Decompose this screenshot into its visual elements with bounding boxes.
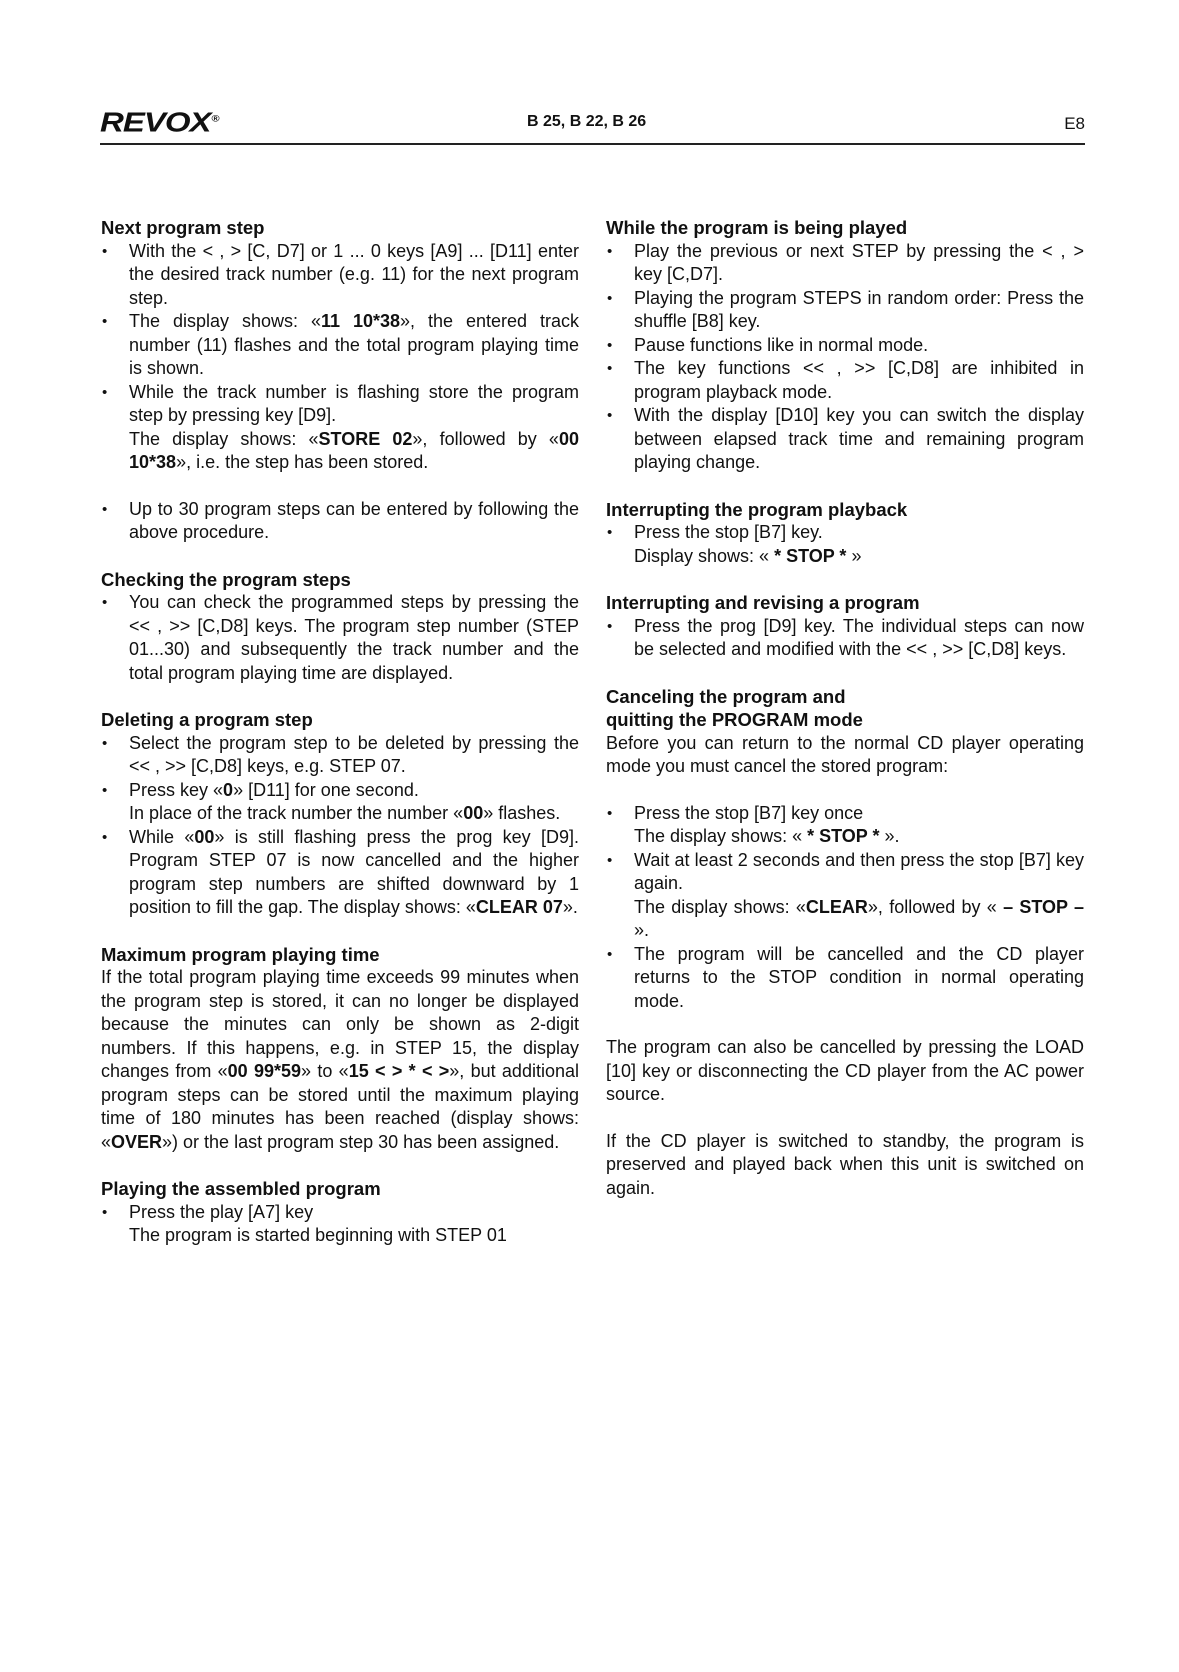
section-heading: Next program step	[101, 217, 265, 238]
section-while-program-played	[606, 216, 1084, 475]
list-item-continuation: The display shows: «STORE 02», followed by «00 10*38», i.e. the step has been stored.	[129, 428, 579, 472]
section-heading-line-2: quitting the PROGRAM mode	[606, 709, 863, 730]
section-canceling-program	[606, 685, 1084, 1014]
page-number: E8	[1064, 114, 1085, 133]
bullet-list	[101, 591, 579, 685]
section-deleting-program-step	[101, 708, 579, 920]
paragraph: If the total program playing time exceeds 99 minutes when the program step is stored, it can no longer be displayed because the minutes can only be shown as 2-digit numbers. If this happens, e.g. in STEP 15, the display changes from «00 99*59» to «15 < > * < >», but additional program steps can be stored until the maximum playing time of 180 minutes has been reached (display shows: «OVER») or the last program step 30 has been assigned.	[101, 967, 579, 1152]
list-item: • Select the program step to be deleted by pressing the << , >> [C,D8] keys, e.g. STEP 07.	[101, 732, 579, 779]
section-heading: Interrupting the program playback	[606, 498, 908, 520]
bullet-list	[606, 802, 1084, 1014]
section-checking-program-steps	[101, 568, 579, 686]
bullet-list	[606, 240, 1084, 475]
list-item: • The program will be cancelled and the CD player returns to the STOP condition in normal operating mode.	[606, 943, 1084, 1014]
model-numbers: B 25, B 22, B 26	[527, 113, 647, 130]
section-heading: Deleting a program step	[101, 709, 313, 730]
revox-logo: REVOX®	[100, 106, 219, 138]
list-item: • You can check the programmed steps by pressing the << , >> [C,D8] keys. The program step number (STEP 01...30) and subsequently the track number and the total program playing time are displayed.	[101, 591, 579, 685]
list-item: • Press key «0» [D11] for one second. In place of the track number the number «00» flashes.	[101, 779, 579, 826]
paragraph: Before you can return to the normal CD player operating mode you must cancel the stored program:	[606, 732, 1084, 776]
section-heading: Checking the program steps	[101, 568, 351, 590]
list-item-continuation: The display shows: « * STOP * ».	[634, 826, 900, 846]
section-heading: Playing the assembled program	[101, 1178, 381, 1199]
registered-mark: ®	[211, 113, 219, 124]
list-item: • Pause functions like in normal mode.	[606, 334, 1084, 358]
section-playing-assembled-program	[101, 1177, 579, 1248]
bullet-list	[101, 1201, 579, 1248]
paragraph-cancel-alternative: The program can also be cancelled by pressing the LOAD [10] key or disconnecting the CD player from the AC power source.	[606, 1037, 1084, 1104]
list-item: • Wait at least 2 seconds and then press the stop [B7] key again. The display shows: «CLEAR», followed by « – STOP – ».	[606, 849, 1084, 943]
section-maximum-playing-time	[101, 943, 579, 1155]
list-item-continuation: The program is started beginning with STEP 01	[129, 1225, 507, 1245]
bullet-list	[101, 732, 579, 920]
list-item: • Press the stop [B7] key. Display shows: « * STOP * »	[606, 521, 1084, 568]
right-column	[606, 216, 1084, 1200]
section-interrupting-playback	[606, 498, 1084, 569]
list-item: • While the track number is flashing store the program step by pressing key [D9]. The display shows: «STORE 02», followed by «00 10*38», i.e. the step has been stored.	[101, 381, 579, 475]
list-item: • While «00» is still flashing press the prog key [D9]. Program STEP 07 is now cancelled and the higher program step numbers are shifted downward by 1 position to fill the gap. The display shows: «CLEAR 07».	[101, 826, 579, 920]
list-item: • Press the play [A7] key The program is started beginning with STEP 01	[101, 1201, 579, 1248]
list-item-continuation: In place of the track number the number «00» flashes.	[129, 803, 561, 823]
section-heading: Interrupting and revising a program	[606, 592, 920, 613]
bullet-list	[101, 498, 579, 545]
section-heading: Maximum program playing time	[101, 943, 380, 965]
list-item: • The display shows: «11 10*38», the entered track number (11) flashes and the total program playing time is shown.	[101, 310, 579, 381]
list-item-continuation: Display shows: « * STOP * »	[634, 545, 862, 566]
list-item: • Play the previous or next STEP by pressing the < , > key [C,D7].	[606, 240, 1084, 287]
section-heading: While the program is being played	[606, 217, 908, 238]
left-column	[101, 216, 579, 1248]
list-item: • Press the stop [B7] key once The display shows: « * STOP * ».	[606, 802, 1084, 849]
header-rule	[100, 143, 1085, 145]
list-item-continuation: The display shows: «CLEAR», followed by « – STOP – ».	[634, 896, 1085, 940]
page-header	[100, 104, 1085, 144]
list-item: • Playing the program STEPS in random order: Press the shuffle [B8] key.	[606, 287, 1084, 334]
list-item: • With the < , > [C, D7] or 1 ... 0 keys [A9] ... [D11] enter the desired track number (e.g. 11) for the next program step.	[101, 240, 579, 311]
section-heading: Canceling the program and	[606, 685, 846, 707]
bullet-list	[101, 240, 579, 475]
section-interrupting-revising	[606, 591, 1084, 662]
list-item: • With the display [D10] key you can switch the display between elapsed track time and remaining program playing change.	[606, 404, 1084, 475]
paragraph-standby: If the CD player is switched to standby, the program is preserved and played back when this unit is switched on again.	[606, 1130, 1084, 1198]
bullet-list	[606, 615, 1084, 662]
bullet-list	[606, 521, 1084, 568]
section-next-program-step	[101, 216, 579, 545]
list-item: • The key functions << , >> [C,D8] are inhibited in program playback mode.	[606, 357, 1084, 404]
list-item: • Press the prog [D9] key. The individual steps can now be selected and modified with the << , >> [C,D8] keys.	[606, 615, 1084, 662]
list-item: • Up to 30 program steps can be entered by following the above procedure.	[101, 498, 579, 545]
